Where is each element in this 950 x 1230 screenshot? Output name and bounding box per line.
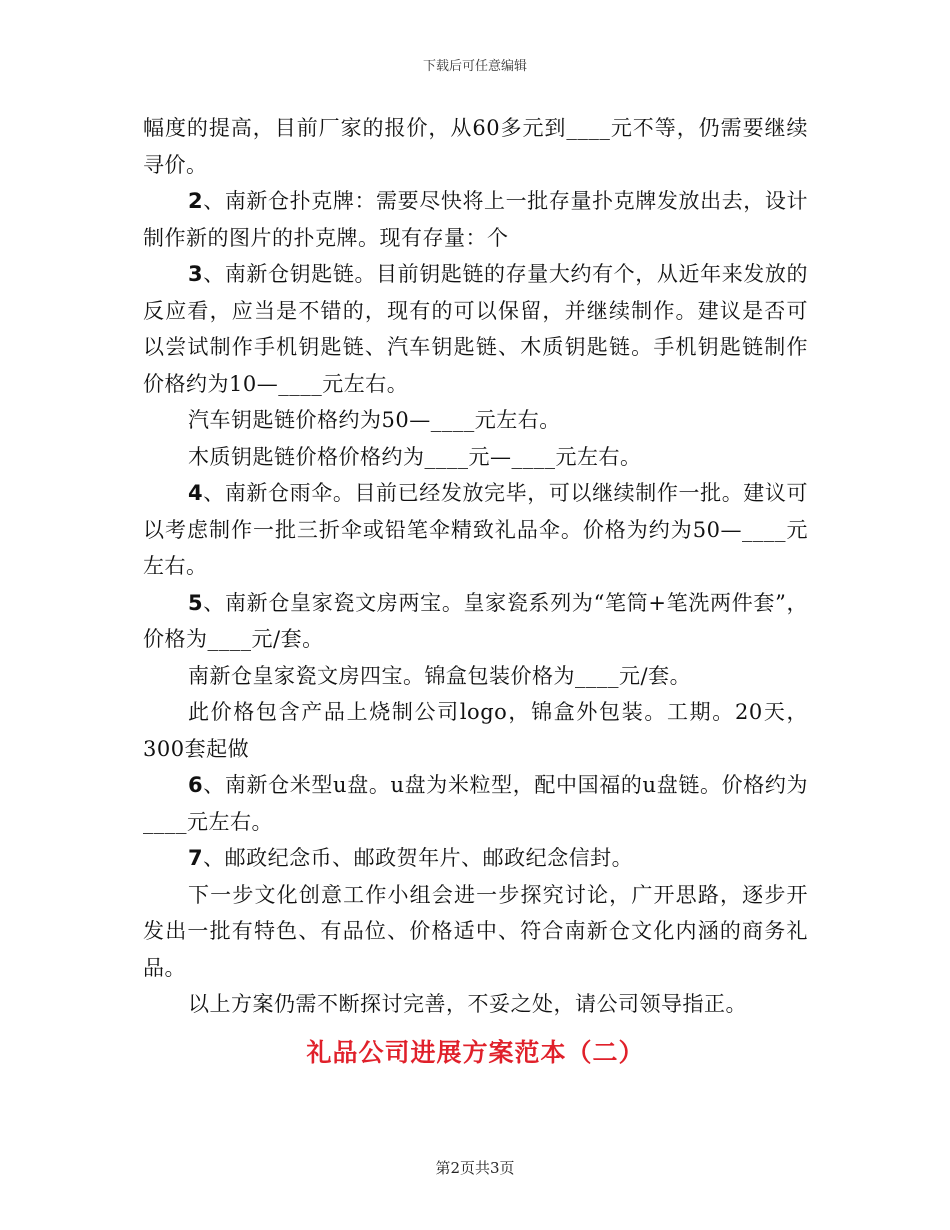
paragraph-continuation — [143, 110, 808, 183]
paragraph-text: 下一步文化创意工作小组会进一步探究讨论，广开思路，逐步开发出一批有特色、有品位、价格适中、符合南新仓文化内涵的商务礼品。 — [143, 882, 808, 980]
item-number: 2 — [188, 189, 204, 213]
paragraph-text: 以上方案仍需不断探讨完善，不妥之处，请公司领导指正。 — [188, 992, 747, 1016]
paragraph-text: 、南新仓钥匙链。目前钥匙链的存量大约有个，从近年来发放的反应看，应当是不错的，现有的可以保留，并继续制作。建议是否可以尝试制作手机钥匙链、汽车钥匙链、木质钥匙链。手机钥匙链制作价格约为10—____元左右。 — [143, 262, 808, 396]
paragraph-text: 、南新仓扑克牌：需要尽快将上一批存量扑克牌发放出去，设计制作新的图片的扑克牌。现有存量：个 — [143, 189, 808, 250]
paragraph-wood-keychain — [143, 439, 808, 476]
paragraph-text: 、南新仓米型u盘。u盘为米粒型，配中国福的u盘链。价格约为____元左右。 — [143, 773, 808, 834]
paragraph-price-note — [143, 694, 808, 767]
page-header: 下载后可任意编辑 — [422, 59, 527, 74]
paragraph-text: 木质钥匙链价格价格约为____元—____元左右。 — [188, 444, 642, 469]
document-body — [143, 110, 808, 1073]
paragraph-closing — [143, 986, 808, 1023]
paragraph-next-steps — [143, 877, 808, 987]
paragraph-text: 此价格包含产品上烧制公司logo，锦盒外包装。工期。20天，300套起做 — [143, 700, 808, 761]
paragraph-four-treasures — [143, 658, 808, 695]
paragraph-item-7 — [143, 840, 808, 877]
paragraph-item-4 — [143, 475, 808, 585]
paragraph-text: 、南新仓皇家瓷文房两宝。皇家瓷系列为“笔筒+笔洗两件套”，价格为____元/套。 — [143, 590, 808, 651]
paragraph-text: 南新仓皇家瓷文房四宝。锦盒包装价格为____元/套。 — [188, 663, 692, 688]
section-title: 礼品公司进展方案范本（二） — [306, 1037, 645, 1067]
item-number: 7 — [188, 846, 204, 870]
paragraph-text: 幅度的提高，目前厂家的报价，从60多元到____元不等，仍需要继续寻价。 — [143, 116, 808, 177]
paragraph-item-6 — [143, 767, 808, 840]
paragraph-text: 、南新仓雨伞。目前已经发放完毕，可以继续制作一批。建议可以考虑制作一批三折伞或铅笔伞精致礼品伞。价格为约为50—____元左右。 — [143, 481, 808, 578]
item-number: 5 — [188, 590, 204, 615]
paragraph-text: 汽车钥匙链价格约为50—____元左右。 — [188, 408, 561, 432]
paragraph-item-2 — [143, 183, 808, 256]
item-number: 4 — [188, 481, 204, 505]
item-number: 6 — [188, 773, 204, 797]
paragraph-car-keychain — [143, 402, 808, 439]
paragraph-text: 、邮政纪念币、邮政贺年片、邮政纪念信封。 — [203, 846, 634, 870]
page-footer: 第2页共3页 — [435, 1159, 515, 1177]
item-number: 3 — [188, 262, 204, 286]
paragraph-item-3 — [143, 256, 808, 402]
paragraph-item-5 — [143, 585, 808, 658]
